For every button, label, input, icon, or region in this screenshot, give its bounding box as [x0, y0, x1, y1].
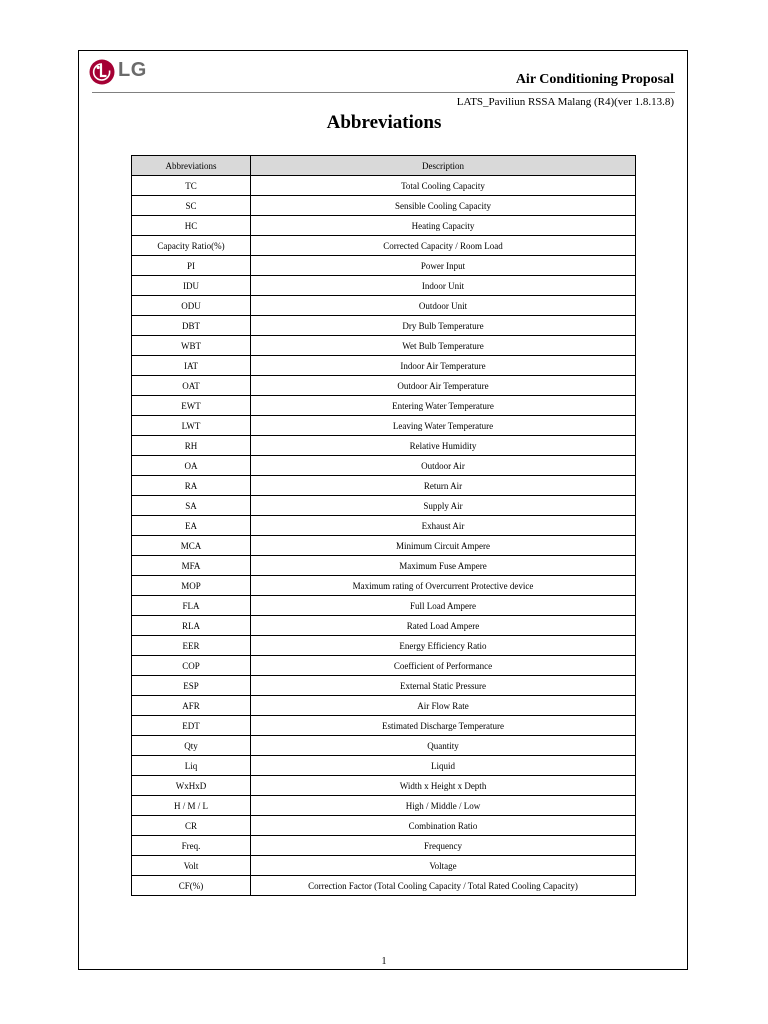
- lg-logo: [88, 58, 150, 86]
- table-row: [132, 676, 636, 696]
- table-row: [132, 616, 636, 636]
- abbreviation-cell: RA: [132, 476, 251, 496]
- description-cell: Supply Air: [251, 496, 636, 516]
- abbreviation-cell: EWT: [132, 396, 251, 416]
- table-row: [132, 476, 636, 496]
- table-row: [132, 356, 636, 376]
- description-cell: Relative Humidity: [251, 436, 636, 456]
- table-row: [132, 176, 636, 196]
- description-cell: Frequency: [251, 836, 636, 856]
- abbreviation-cell: IAT: [132, 356, 251, 376]
- table-row: [132, 836, 636, 856]
- abbreviation-cell: WxHxD: [132, 776, 251, 796]
- table-row: [132, 816, 636, 836]
- abbreviation-cell: CF(%): [132, 876, 251, 896]
- table-row: [132, 576, 636, 596]
- description-cell: High / Middle / Low: [251, 796, 636, 816]
- table-row: [132, 456, 636, 476]
- table-header-row: [132, 156, 636, 176]
- description-cell: Indoor Air Temperature: [251, 356, 636, 376]
- table-row: [132, 376, 636, 396]
- page-title: Abbreviations: [326, 112, 442, 133]
- description-cell: Outdoor Air Temperature: [251, 376, 636, 396]
- table-row: [132, 256, 636, 276]
- description-cell: Corrected Capacity / Room Load: [251, 236, 636, 256]
- description-cell: Return Air: [251, 476, 636, 496]
- description-cell: Quantity: [251, 736, 636, 756]
- abbreviation-cell: LWT: [132, 416, 251, 436]
- abbreviation-cell: MFA: [132, 556, 251, 576]
- table-row: [132, 736, 636, 756]
- page-number: 1: [381, 956, 387, 967]
- description-cell: Liquid: [251, 756, 636, 776]
- table-row: [132, 536, 636, 556]
- table-row: [132, 656, 636, 676]
- table-row: [132, 776, 636, 796]
- description-cell: Dry Bulb Temperature: [251, 316, 636, 336]
- abbreviation-cell: SA: [132, 496, 251, 516]
- description-cell: Total Cooling Capacity: [251, 176, 636, 196]
- abbreviation-cell: COP: [132, 656, 251, 676]
- table-row: [132, 396, 636, 416]
- description-cell: Entering Water Temperature: [251, 396, 636, 416]
- lg-logo-icon: [88, 58, 116, 86]
- table-row: [132, 496, 636, 516]
- abbreviation-cell: Volt: [132, 856, 251, 876]
- description-cell: Voltage: [251, 856, 636, 876]
- description-cell: Combination Ratio: [251, 816, 636, 836]
- table-row: [132, 796, 636, 816]
- abbreviation-cell: PI: [132, 256, 251, 276]
- table-row: [132, 316, 636, 336]
- description-cell: Minimum Circuit Ampere: [251, 536, 636, 556]
- description-cell: Exhaust Air: [251, 516, 636, 536]
- description-cell: Power Input: [251, 256, 636, 276]
- table-row: [132, 416, 636, 436]
- document-title: Air Conditioning Proposal: [515, 72, 674, 87]
- abbreviation-cell: FLA: [132, 596, 251, 616]
- abbreviation-cell: RLA: [132, 616, 251, 636]
- description-cell: Wet Bulb Temperature: [251, 336, 636, 356]
- table-row: [132, 236, 636, 256]
- table-row: [132, 296, 636, 316]
- header-divider: [92, 92, 675, 93]
- description-cell: Maximum rating of Overcurrent Protective device: [251, 576, 636, 596]
- table-row: [132, 876, 636, 896]
- abbreviation-cell: Qty: [132, 736, 251, 756]
- description-cell: Sensible Cooling Capacity: [251, 196, 636, 216]
- table-row: [132, 336, 636, 356]
- table-row: [132, 716, 636, 736]
- description-cell: Maximum Fuse Ampere: [251, 556, 636, 576]
- table-row: [132, 696, 636, 716]
- table-row: [132, 216, 636, 236]
- column-header-description: Description: [251, 156, 636, 176]
- table-row: [132, 756, 636, 776]
- description-cell: Rated Load Ampere: [251, 616, 636, 636]
- description-cell: Coefficient of Performance: [251, 656, 636, 676]
- abbreviation-cell: Liq: [132, 756, 251, 776]
- project-name: LATS_Paviliun RSSA Malang (R4)(ver 1.8.13.8): [456, 96, 674, 108]
- abbreviation-cell: Capacity Ratio(%): [132, 236, 251, 256]
- abbreviation-cell: OA: [132, 456, 251, 476]
- abbreviation-cell: HC: [132, 216, 251, 236]
- abbreviation-cell: DBT: [132, 316, 251, 336]
- abbreviation-cell: CR: [132, 816, 251, 836]
- description-cell: Correction Factor (Total Cooling Capacity / Total Rated Cooling Capacity): [251, 876, 636, 896]
- table-row: [132, 276, 636, 296]
- abbreviation-cell: EDT: [132, 716, 251, 736]
- abbreviation-cell: ESP: [132, 676, 251, 696]
- column-header-abbreviations: Abbreviations: [132, 156, 251, 176]
- abbreviation-cell: EA: [132, 516, 251, 536]
- description-cell: Leaving Water Temperature: [251, 416, 636, 436]
- abbreviation-cell: OAT: [132, 376, 251, 396]
- description-cell: External Static Pressure: [251, 676, 636, 696]
- table-row: [132, 196, 636, 216]
- table-body: [132, 176, 636, 896]
- abbreviation-cell: SC: [132, 196, 251, 216]
- abbreviation-cell: AFR: [132, 696, 251, 716]
- description-cell: Outdoor Unit: [251, 296, 636, 316]
- table-row: [132, 636, 636, 656]
- abbreviations-table: [131, 155, 636, 896]
- description-cell: Air Flow Rate: [251, 696, 636, 716]
- description-cell: Energy Efficiency Ratio: [251, 636, 636, 656]
- description-cell: Indoor Unit: [251, 276, 636, 296]
- abbreviation-cell: MOP: [132, 576, 251, 596]
- abbreviation-cell: Freq.: [132, 836, 251, 856]
- description-cell: Full Load Ampere: [251, 596, 636, 616]
- table-row: [132, 596, 636, 616]
- table-row: [132, 856, 636, 876]
- table-row: [132, 436, 636, 456]
- description-cell: Outdoor Air: [251, 456, 636, 476]
- table-row: [132, 556, 636, 576]
- description-cell: Estimated Discharge Temperature: [251, 716, 636, 736]
- abbreviation-cell: EER: [132, 636, 251, 656]
- description-cell: Width x Height x Depth: [251, 776, 636, 796]
- abbreviation-cell: IDU: [132, 276, 251, 296]
- abbreviation-cell: RH: [132, 436, 251, 456]
- abbreviation-cell: ODU: [132, 296, 251, 316]
- logo-wordmark: LG: [118, 59, 147, 81]
- abbreviation-cell: WBT: [132, 336, 251, 356]
- abbreviation-cell: H / M / L: [132, 796, 251, 816]
- abbreviation-cell: MCA: [132, 536, 251, 556]
- abbreviation-cell: TC: [132, 176, 251, 196]
- table-row: [132, 516, 636, 536]
- description-cell: Heating Capacity: [251, 216, 636, 236]
